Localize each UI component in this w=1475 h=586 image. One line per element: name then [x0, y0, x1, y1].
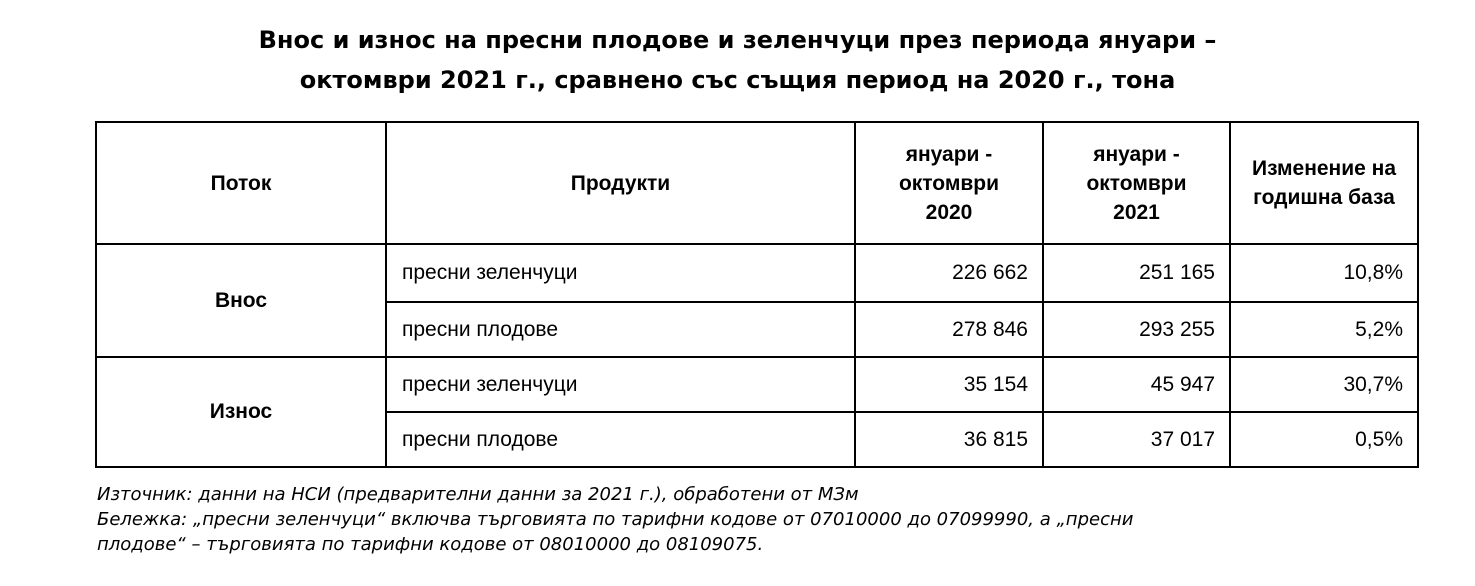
trade-table — [95, 121, 1419, 468]
remark-line-2: плодове“ – търговията по тарифни кодове от 08010000 до 08109075. — [97, 534, 764, 555]
header-2020-line: октомври — [898, 171, 1000, 195]
flow-import: Внос — [96, 244, 386, 357]
product-cell: пресни зеленчуци — [386, 357, 855, 412]
header-2021-line: октомври — [1086, 171, 1187, 195]
header-change-line: Изменение на — [1251, 157, 1397, 180]
value-2020-cell: 226 662 — [855, 244, 1043, 302]
header-period-2021 — [1043, 122, 1230, 244]
change-cell: 0,5% — [1230, 412, 1418, 467]
flow-export: Износ — [96, 357, 386, 467]
header-flow: Поток — [96, 122, 386, 244]
change-cell: 30,7% — [1230, 357, 1418, 412]
table-row — [96, 357, 1418, 412]
header-products: Продукти — [386, 122, 855, 244]
header-2021-line: 2021 — [1113, 200, 1160, 224]
value-2020-cell: 36 815 — [855, 412, 1043, 467]
header-change-line: годишна база — [1253, 186, 1395, 209]
value-2020-cell: 278 846 — [855, 302, 1043, 357]
footnotes — [97, 482, 1357, 557]
change-cell: 5,2% — [1230, 302, 1418, 357]
header-2020-line: 2020 — [925, 200, 973, 224]
header-change — [1230, 122, 1418, 244]
value-2021-cell: 293 255 — [1043, 302, 1230, 357]
value-2021-cell: 251 165 — [1043, 244, 1230, 302]
product-cell: пресни плодове — [386, 412, 855, 467]
table-header-row — [96, 122, 1418, 244]
header-period-2020 — [855, 122, 1043, 244]
title-line-2: октомври 2021 г., сравнено със същия период на 2020 г., тона — [299, 66, 1176, 94]
remark-line-1: Бележка: „пресни зеленчуци“ включва търговията по тарифни кодове от 07010000 до 07099990, а „пресни — [97, 509, 1134, 530]
product-cell: пресни зеленчуци — [386, 244, 855, 302]
header-2020-line: януари - — [905, 142, 993, 166]
product-cell: пресни плодове — [386, 302, 855, 357]
change-cell: 10,8% — [1230, 244, 1418, 302]
source-note: Източник: данни на НСИ (предварителни данни за 2021 г.), обработени от МЗм — [97, 484, 859, 505]
value-2020-cell: 35 154 — [855, 357, 1043, 412]
value-2021-cell: 37 017 — [1043, 412, 1230, 467]
document-title — [0, 20, 1475, 100]
table-row — [96, 244, 1418, 302]
header-2021-line: януари - — [1093, 142, 1180, 166]
value-2021-cell: 45 947 — [1043, 357, 1230, 412]
title-line-1: Внос и износ на пресни плодове и зеленчуци през периода януари – — [258, 26, 1217, 54]
